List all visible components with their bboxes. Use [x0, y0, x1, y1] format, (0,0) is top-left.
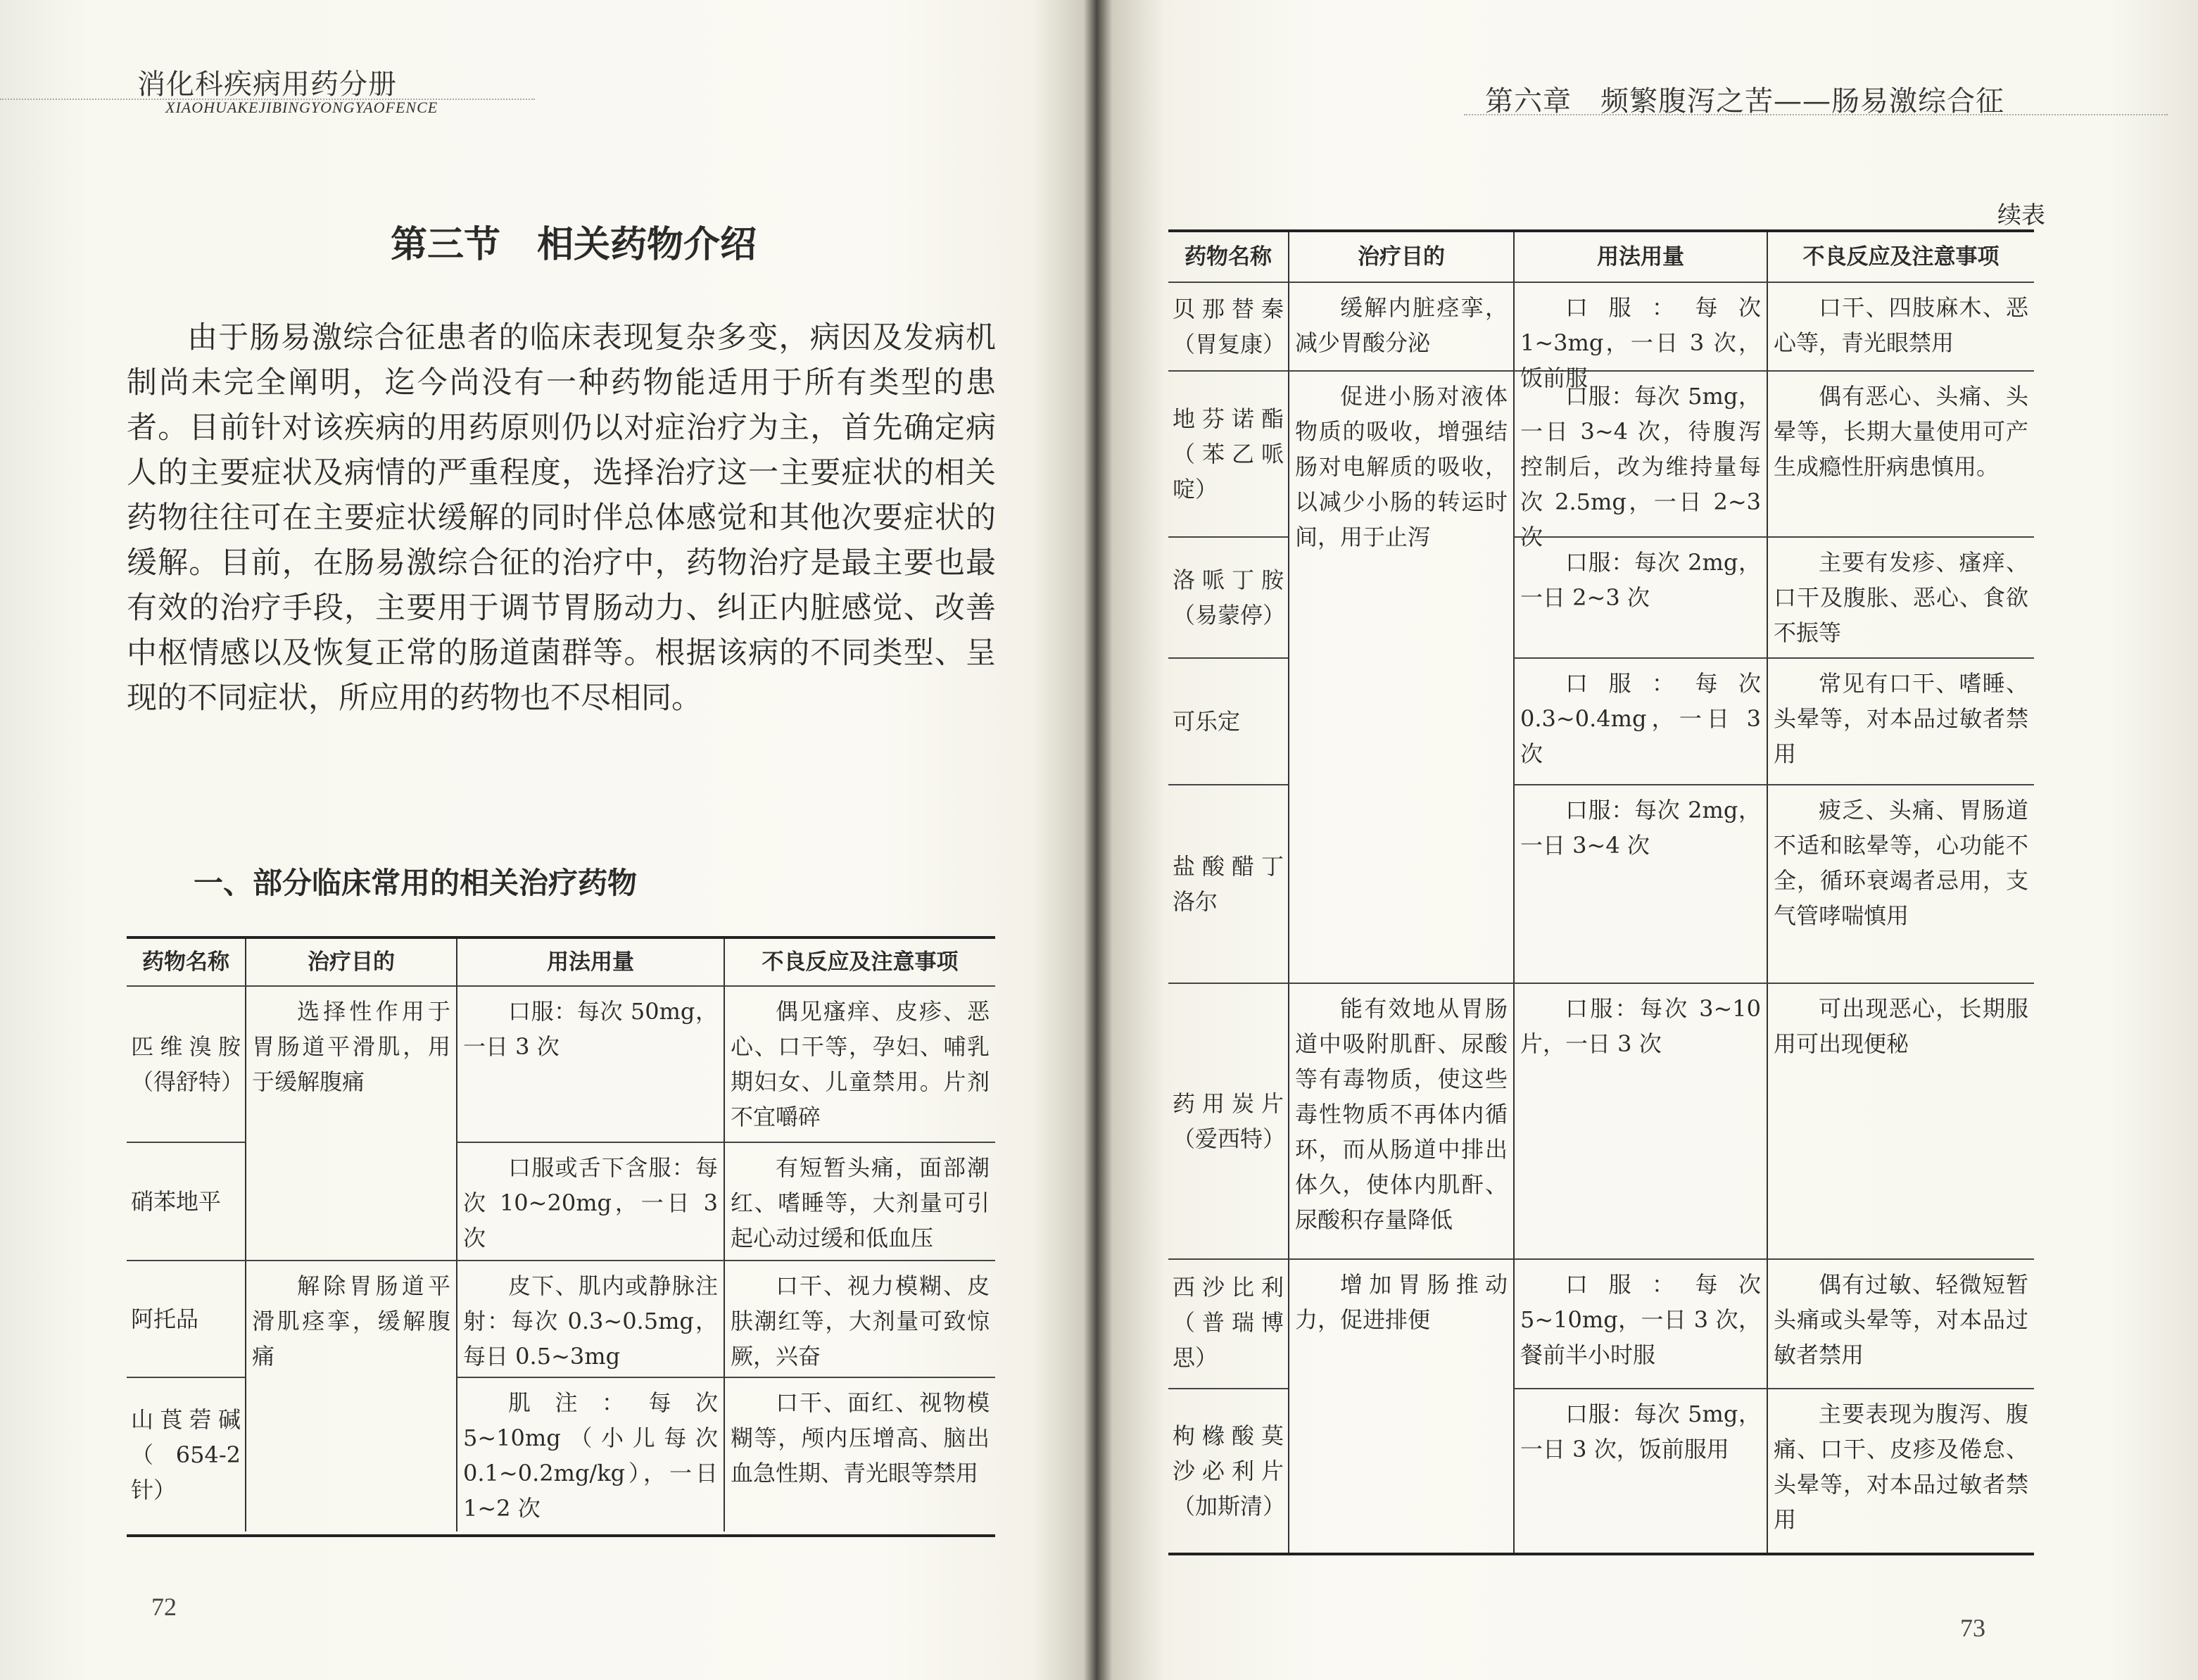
adverse-effects: 偶见瘙痒、皮疹、恶心、口干等，孕妇、哺乳期妇女、儿童禁用。片剂不宜嚼碎	[724, 987, 995, 1143]
table-header-adverse: 不良反应及注意事项	[1767, 232, 2034, 283]
subsection-title: 一、部分临床常用的相关治疗药物	[194, 866, 638, 900]
treatment-purpose: 解除胃肠道平滑肌痉挛，缓解腹痛	[245, 1261, 456, 1531]
treatment-purpose: 能有效地从胃肠道中吸附肌酐、尿酸等有毒物质，使这些毒性物质不再体内循环，而从肠道中排出体久，使体内肌酐、尿酸积存量降低	[1288, 984, 1513, 1260]
table-header-name: 药物名称	[1168, 232, 1288, 283]
adverse-effects: 主要有发疹、瘙痒、口干及腹胀、恶心、食欲不振等	[1767, 538, 2034, 659]
drug-name: 西沙比利（普瑞博思）	[1168, 1260, 1288, 1389]
intro-paragraph: 由于肠易激综合征患者的临床表现复杂多变，病因及发病机制尚未完全阐明，迄今尚没有一种药物能适用于所有类型的患者。目前针对该疾病的用药原则仍以对症治疗为主，首先确定病人的主要症状及病情的严重程度，选择治疗这一主要症状的相关药物往往可在主要症状缓解的同时伴总体感觉和其他次要症状的缓解。目前，在肠易激综合征的治疗中，药物治疗是最主要也最有效的治疗手段，主要用于调节胃肠动力、纠正内脏感觉、改善中枢情感以及恢复正常的肠道菌群等。根据该病的不同类型、呈现的不同症状，所应用的药物也不尽相同。	[127, 320, 996, 716]
drug-name: 枸橼酸莫沙必利片（加斯清）	[1173, 1422, 1286, 1520]
dosage: 口服：每次 5mg，一日 3~4 次，待腹泻控制后，改为维持量每次 2.5mg，一日 2~3 次	[1513, 372, 1767, 538]
drug-name: 药用炭片（爱西特）	[1168, 984, 1288, 1260]
running-header-chapter-title: 第六章 频繁腹泻之苦——肠易激综合征	[1485, 85, 2004, 118]
table-header-adverse: 不良反应及注意事项	[724, 939, 995, 987]
dosage: 口服或舌下含服：每次 10~20mg，一日 3 次	[456, 1143, 724, 1261]
adverse-effects: 口干、四肢麻木、恶心等，青光眼禁用	[1767, 283, 2034, 372]
treatment-purpose: 促进小肠对液体物质的吸收，增强结肠对电解质的吸收，以减少小肠的转运时间，用于止泻	[1288, 372, 1513, 984]
drug-table-right	[1168, 229, 2034, 1555]
dosage: 口服：每次 50mg，一日 3 次	[456, 987, 724, 1143]
dosage: 肌注：每次 5~10mg（小儿每次 0.1~0.2mg/kg），一日 1~2 次	[456, 1378, 724, 1531]
adverse-effects: 口干、面红、视物模糊等，颅内压增高、脑出血急性期、青光眼等禁用	[724, 1378, 995, 1531]
dosage: 口服：每次 2mg，一日 2~3 次	[1513, 538, 1767, 659]
treatment-purpose: 缓解内脏痉挛，减少胃酸分泌	[1288, 283, 1513, 372]
drug-name: 匹维溴胺（得舒特）	[127, 987, 245, 1143]
table-header-name: 药物名称	[127, 939, 245, 987]
table-header-purpose: 治疗目的	[245, 939, 456, 987]
adverse-effects: 偶有过敏、轻微短暂头痛或头晕等，对本品过敏者禁用	[1767, 1260, 2034, 1389]
table-header-dosage: 用法用量	[456, 939, 724, 987]
drug-name: 山莨菪碱（654-2 针）	[131, 1406, 241, 1503]
table-header-dosage: 用法用量	[1513, 232, 1767, 283]
adverse-effects: 常见有口干、嗜睡、头晕等，对本品过敏者禁用	[1767, 659, 2034, 785]
adverse-effects: 偶有恶心、头痛、头晕等，长期大量使用可产生成瘾性肝病患慎用。	[1767, 372, 2034, 538]
treatment-purpose: 增加胃肠推动力，促进排便	[1288, 1260, 1513, 1553]
adverse-effects: 疲乏、头痛、胃肠道不适和眩晕等，心功能不全，循环衰竭者忌用，支气管哮喘慎用	[1767, 785, 2034, 984]
section-title: 第三节 相关药物介绍	[390, 224, 757, 266]
drug-name: 可乐定	[1168, 659, 1288, 785]
adverse-effects: 可出现恶心，长期服用可出现便秘	[1767, 984, 2034, 1260]
dosage: 口服：每次 3~10 片，一日 3 次	[1513, 984, 1767, 1260]
dosage: 皮下、肌内或静脉注射：每次 0.3~0.5mg，每日 0.5~3mg	[456, 1261, 724, 1378]
adverse-effects: 口干、视力模糊、皮肤潮红等，大剂量可致惊厥，兴奋	[724, 1261, 995, 1378]
running-header-pinyin: XIAOHUAKEJIBINGYONGYAOFENCE	[165, 99, 438, 116]
continued-table-label: 续表	[1997, 201, 2045, 229]
table-header-purpose: 治疗目的	[1288, 232, 1513, 283]
treatment-purpose: 选择性作用于胃肠道平滑肌，用于缓解腹痛	[245, 987, 456, 1261]
page-number-right: 73	[1960, 1614, 1985, 1642]
dosage: 口服：每次 1~3mg，一日 3 次，饭前服	[1513, 283, 1767, 372]
drug-name: 洛哌丁胺（易蒙停）	[1168, 538, 1288, 659]
running-header-book-title: 消化科疾病用药分册	[137, 68, 397, 101]
dosage: 口服：每次 5mg，一日 3 次，饭前服用	[1513, 1389, 1767, 1553]
header-rule-right	[1464, 114, 2168, 115]
drug-name: 盐酸醋丁洛尔	[1168, 785, 1288, 984]
adverse-effects: 主要表现为腹泻、腹痛、口干、皮疹及倦怠、头晕等，对本品过敏者禁用	[1767, 1389, 2034, 1553]
page-number-left: 72	[151, 1593, 177, 1621]
drug-name: 阿托品	[127, 1261, 245, 1378]
drug-name: 硝苯地平	[127, 1143, 245, 1261]
drug-table-left	[127, 936, 995, 1537]
dosage: 口服：每次 0.3~0.4mg，一日 3 次	[1513, 659, 1767, 785]
drug-name: 地芬诺酯（苯乙哌啶）	[1168, 372, 1288, 538]
dosage: 口服：每次 5~10mg，一日 3 次，餐前半小时服	[1513, 1260, 1767, 1389]
adverse-effects: 有短暂头痛，面部潮红、嗜睡等，大剂量可引起心动过缓和低血压	[724, 1143, 995, 1261]
dosage: 口服：每次 2mg，一日 3~4 次	[1513, 785, 1767, 984]
drug-name: 贝那替秦（胃复康）	[1168, 283, 1288, 372]
